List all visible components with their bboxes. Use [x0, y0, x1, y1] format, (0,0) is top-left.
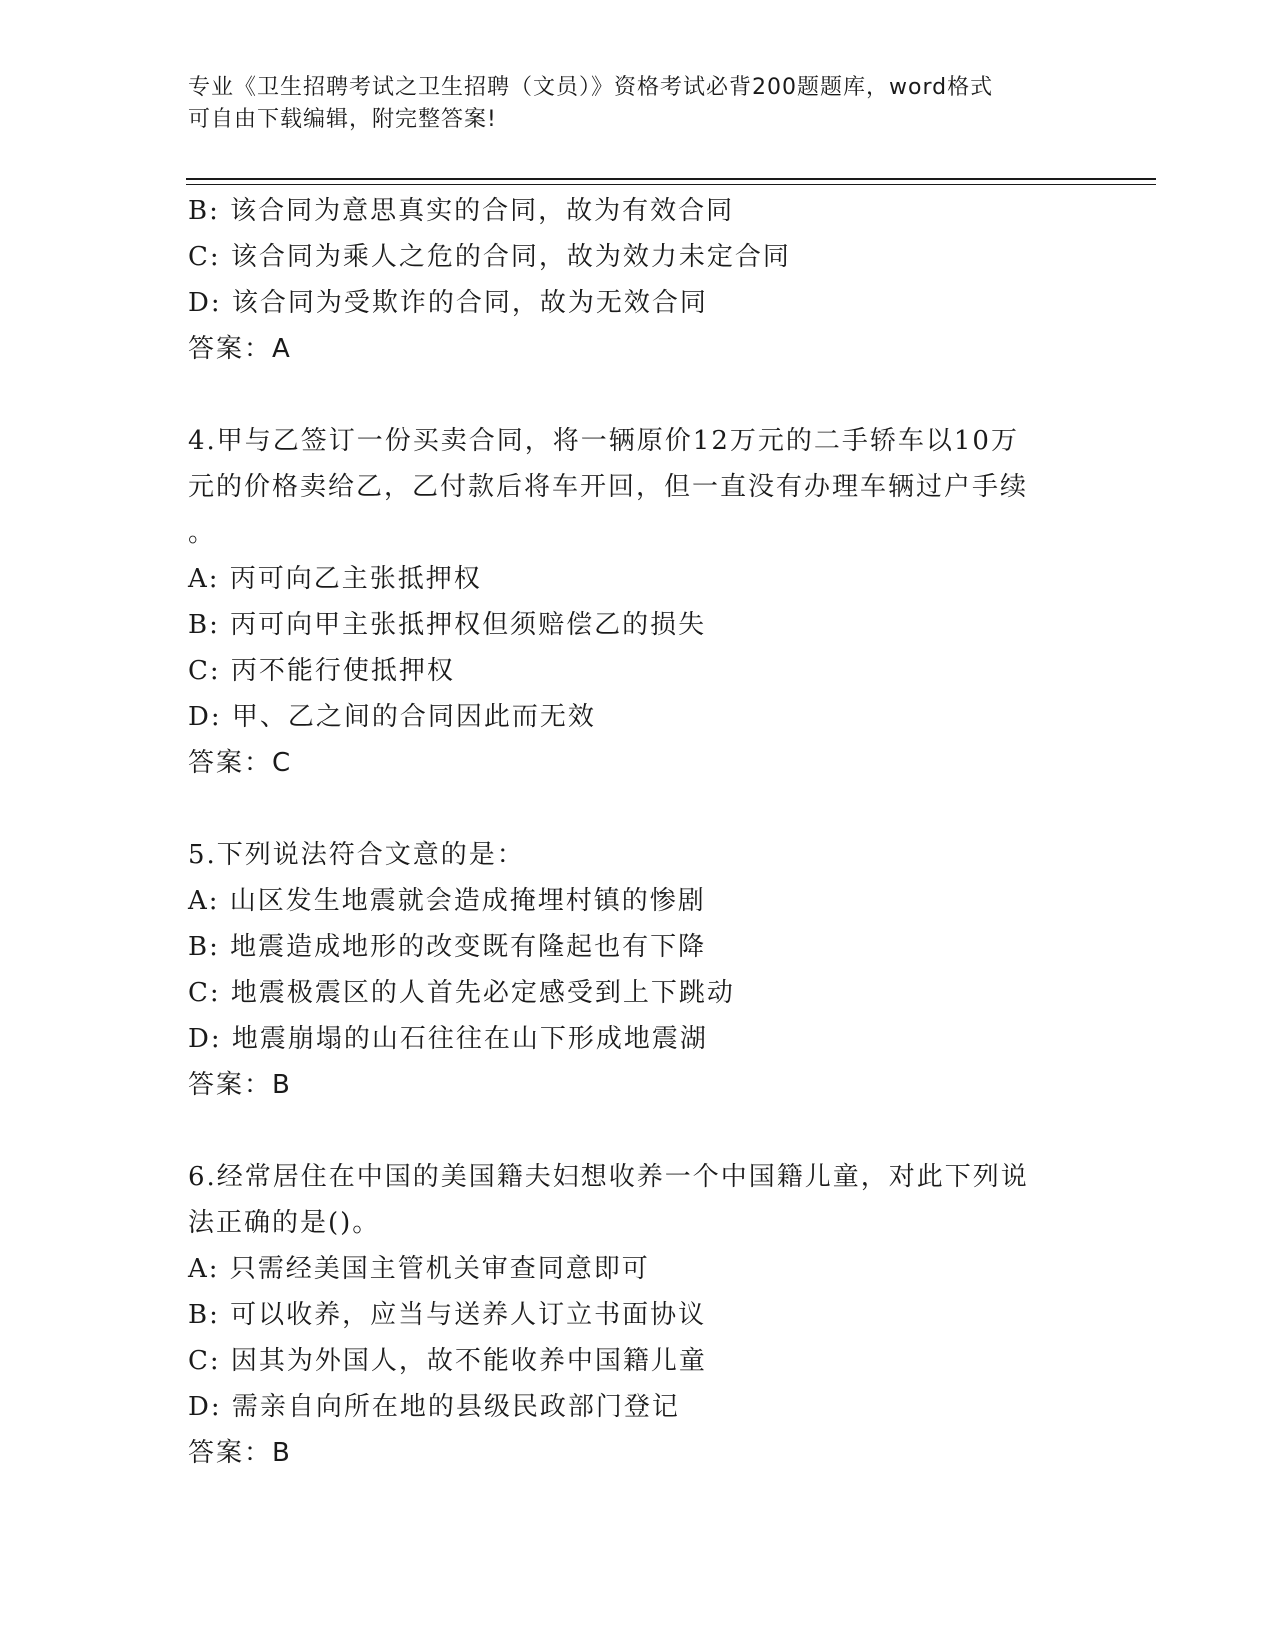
q6-option-d: D: 需亲自向所在地的县级民政部门登记 [188, 1392, 680, 1422]
q6-option-b: B: 可以收养，应当与送养人订立书面协议 [188, 1300, 707, 1330]
q6-stem-line1: 6.经常居住在中国的美国籍夫妇想收养一个中国籍儿童，对此下列说 [188, 1162, 1029, 1192]
q6-option-c: C: 因其为外国人，故不能收养中国籍儿童 [188, 1346, 707, 1376]
header-divider-thin [186, 184, 1156, 185]
q4-stem-line2: 元的价格卖给乙，乙付款后将车开回，但一直没有办理车辆过户手续 [188, 472, 1029, 502]
q5-option-a: A: 山区发生地震就会造成掩埋村镇的惨剧 [188, 886, 706, 916]
q6-option-a: A: 只需经美国主管机关审查同意即可 [188, 1254, 650, 1284]
q4-option-a: A: 丙可向乙主张抵押权 [188, 564, 482, 594]
q3-answer: 答案：A [188, 334, 292, 364]
header-divider-thick [186, 178, 1156, 180]
document-header [188, 72, 1088, 136]
q5-option-d: D: 地震崩塌的山石往往在山下形成地震湖 [188, 1024, 708, 1054]
q5-option-c: C: 地震极震区的人首先必定感受到上下跳动 [188, 978, 735, 1008]
q4-option-d: D: 甲、乙之间的合同因此而无效 [188, 702, 596, 732]
q4-stem-line3: 。 [188, 518, 217, 548]
q6-stem-line2: 法正确的是()。 [188, 1208, 381, 1238]
header-title-line2: 可自由下载编辑，附完整答案! [188, 107, 497, 132]
q3-option-c: C: 该合同为乘人之危的合同，故为效力未定合同 [188, 242, 791, 272]
header-title-line1: 专业《卫生招聘考试之卫生招聘（文员）》资格考试必背200题题库，word格式 [188, 75, 994, 100]
q4-answer: 答案：C [188, 748, 293, 778]
q6-answer: 答案：B [188, 1438, 292, 1468]
q4-stem-line1: 4.甲与乙签订一份买卖合同，将一辆原价12万元的二手轿车以10万 [188, 426, 1019, 456]
question-list [188, 188, 1088, 1476]
q4-option-c: C: 丙不能行使抵押权 [188, 656, 455, 686]
q3-option-d: D: 该合同为受欺诈的合同，故为无效合同 [188, 288, 708, 318]
q4-option-b: B: 丙可向甲主张抵押权但须赔偿乙的损失 [188, 610, 707, 640]
q5-answer: 答案：B [188, 1070, 292, 1100]
q3-option-b: B: 该合同为意思真实的合同，故为有效合同 [188, 196, 735, 226]
q5-option-b: B: 地震造成地形的改变既有隆起也有下降 [188, 932, 707, 962]
q5-stem: 5.下列说法符合文意的是： [188, 840, 525, 870]
